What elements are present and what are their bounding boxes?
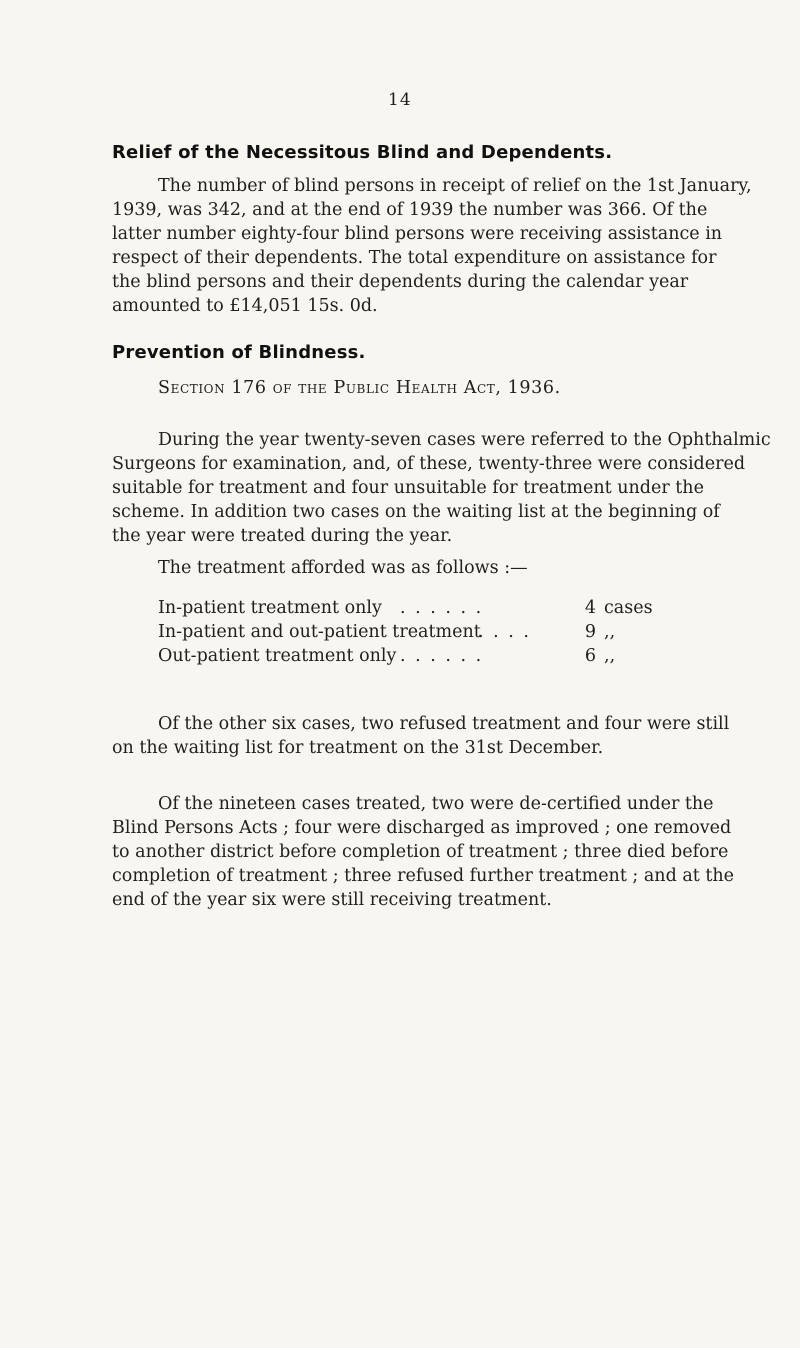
paragraph-line: Surgeons for examination, and, of these, twenty-three were considered: [112, 454, 746, 474]
treatment-row: [158, 596, 718, 620]
prevention-paragraph-3: [112, 792, 735, 912]
paragraph-line: The treatment afforded was as follows :—: [158, 558, 528, 578]
prevention-paragraph-2: [112, 712, 730, 760]
leader-dots: . . . . . .: [400, 646, 484, 666]
leader-dots: . . . .: [478, 622, 531, 642]
paragraph-line: to another district before completion of treatment ; three died before: [112, 842, 729, 862]
paragraph-line: During the year twenty-seven cases were referred to the Ophthalmic: [158, 430, 771, 450]
paragraph-line: end of the year six were still receiving treatment.: [112, 890, 552, 910]
treatment-label: In-patient and out-patient treatment: [158, 622, 481, 642]
paragraph-line: scheme. In addition two cases on the waiting list at the beginning of: [112, 502, 720, 522]
prevention-heading: Prevention of Blindness.: [112, 342, 366, 363]
leader-dots: . . . . . .: [400, 598, 484, 618]
paragraph-line: suitable for treatment and four unsuitable for treatment under the: [112, 478, 704, 498]
paragraph-line: Of the nineteen cases treated, two were de-certified under the: [158, 794, 714, 814]
paragraph-line: Blind Persons Acts ; four were discharged as improved ; one removed: [112, 818, 732, 838]
paragraph-line: the blind persons and their dependents during the calendar year: [112, 272, 689, 292]
paragraph-line: on the waiting list for treatment on the 31st December.: [112, 738, 604, 758]
treatment-label: In-patient treatment only: [158, 598, 382, 618]
relief-paragraph: [112, 174, 752, 318]
treatment-count: 4: [584, 598, 596, 618]
section-reference: Section 176 of the Public Health Act, 1936.: [158, 378, 561, 398]
treatment-row: [158, 620, 718, 644]
paragraph-line: Of the other six cases, two refused treatment and four were still: [158, 714, 730, 734]
treatment-unit: ,,: [604, 646, 616, 666]
treatment-count: 6: [584, 646, 596, 666]
relief-heading: Relief of the Necessitous Blind and Dependents.: [112, 142, 613, 163]
treatment-intro: [112, 556, 712, 580]
page-number: 14: [388, 90, 412, 110]
prevention-paragraph-1: [112, 428, 771, 548]
paragraph-line: latter number eighty-four blind persons were receiving assistance in: [112, 224, 723, 244]
paragraph-line: respect of their dependents. The total expenditure on assistance for: [112, 248, 717, 268]
paragraph-line: completion of treatment ; three refused further treatment ; and at the: [112, 866, 735, 886]
paragraph-line: the year were treated during the year.: [112, 526, 453, 546]
treatment-row: [158, 644, 718, 668]
treatment-list: [158, 596, 718, 668]
treatment-unit: ,,: [604, 622, 616, 642]
paragraph-line: 1939, was 342, and at the end of 1939 the number was 366. Of the: [112, 200, 708, 220]
paragraph-line: amounted to £14,051 15s. 0d.: [112, 296, 378, 316]
prevention-subheading: [112, 376, 712, 400]
treatment-unit: cases: [604, 598, 653, 618]
treatment-count: 9: [584, 622, 596, 642]
paragraph-line: The number of blind persons in receipt of relief on the 1st January,: [158, 176, 752, 196]
treatment-label: Out-patient treatment only: [158, 646, 397, 666]
